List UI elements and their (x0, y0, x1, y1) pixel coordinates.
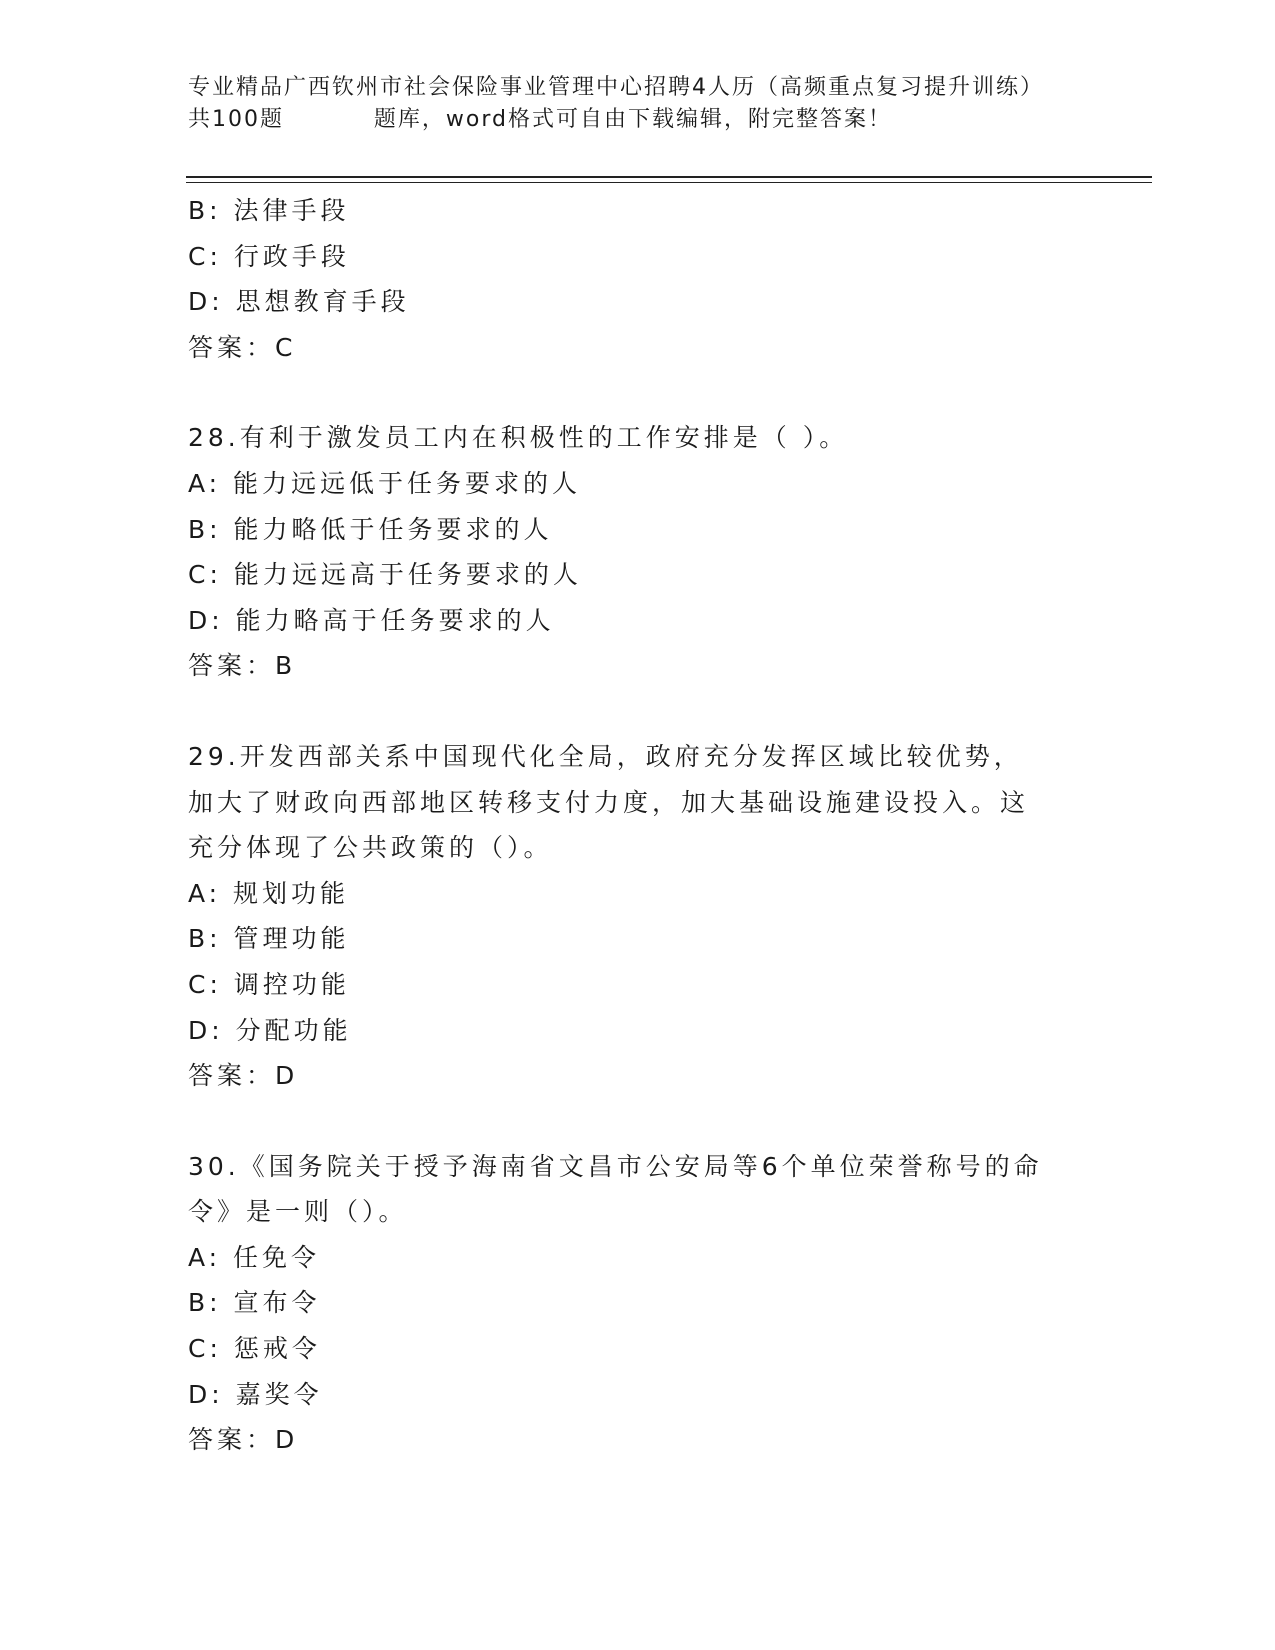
option-c: C: 行政手段 (188, 241, 350, 271)
option-c: C: 调控功能 (188, 969, 350, 999)
option-b: B: 管理功能 (188, 924, 350, 954)
header-title-line: 专业精品广西钦州市社会保险事业管理中心招聘4人历（高频重点复习提升训练） (188, 75, 1044, 100)
header-divider-thin (186, 182, 1152, 183)
header-subtitle-line: 共100题 题库，word格式可自由下载编辑，附完整答案！ (188, 107, 893, 132)
answer-line: 答案：D (188, 1061, 299, 1091)
question-27-partial (188, 188, 1088, 370)
question-30 (188, 1144, 1088, 1463)
option-a: A: 任免令 (188, 1242, 321, 1272)
option-d: D: 能力略高于任务要求的人 (188, 605, 555, 635)
option-c: C: 能力远远高于任务要求的人 (188, 560, 582, 590)
document-header (188, 72, 1068, 136)
answer-line: 答案：C (188, 332, 297, 362)
question-28 (188, 415, 1088, 689)
option-b: B: 法律手段 (188, 196, 350, 225)
option-a: A: 能力远远低于任务要求的人 (188, 468, 582, 498)
question-list (188, 188, 1088, 1463)
header-divider-thick (186, 176, 1152, 178)
question-stem: 29.开发西部关系中国现代化全局，政府充分发挥区域比较优势，加大了财政向西部地区转移支付力度，加大基础设施建设投入。这充分体现了公共政策的（）。 (188, 741, 1030, 863)
option-a: A: 规划功能 (188, 878, 350, 908)
option-d: D: 嘉奖令 (188, 1379, 323, 1409)
question-stem: 28.有利于激发员工内在积极性的工作安排是（ ）。 (188, 423, 849, 453)
option-c: C: 惩戒令 (188, 1334, 321, 1364)
option-b: B: 宣布令 (188, 1288, 321, 1318)
question-stem: 30.《国务院关于授予海南省文昌市公安局等6个单位荣誉称号的命令》是一则（）。 (188, 1151, 1043, 1227)
question-29 (188, 734, 1088, 1099)
option-b: B: 能力略低于任务要求的人 (188, 514, 553, 544)
answer-line: 答案：B (188, 651, 297, 681)
option-d: D: 思想教育手段 (188, 287, 410, 317)
option-d: D: 分配功能 (188, 1015, 352, 1045)
answer-line: 答案：D (188, 1425, 299, 1455)
